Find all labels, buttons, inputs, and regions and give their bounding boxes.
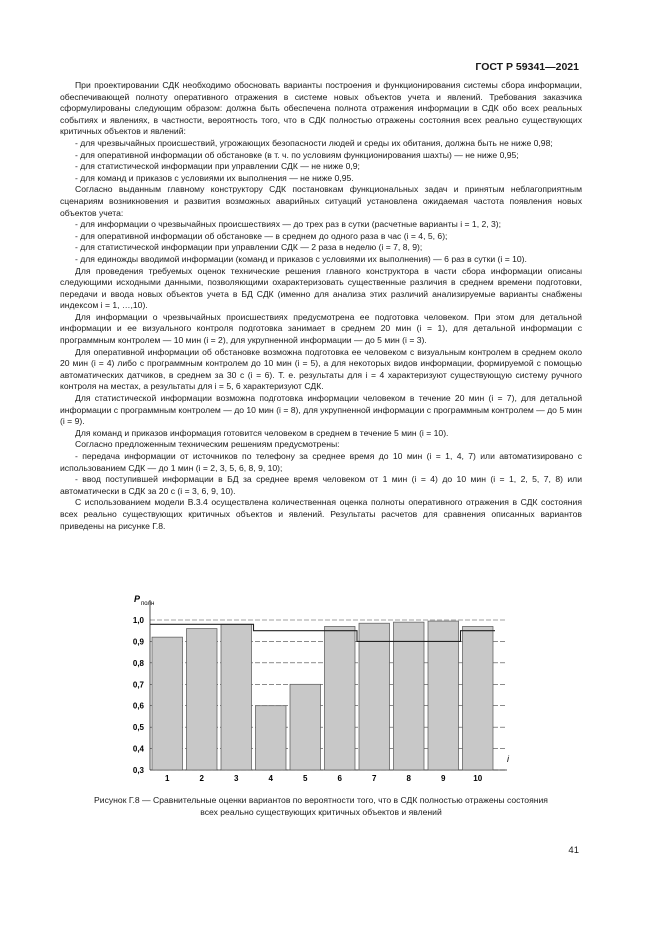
- paragraph: - ввод поступившей информации в БД за среднее время человеком от 1 мин (i = 4) до 10 мин (i = 1, 2, 5, 7, 8) или автоматически в СДК за 20 с (i = 3, 6, 9, 10).: [60, 474, 582, 496]
- bar: [394, 622, 425, 770]
- paragraph: - для информации о чрезвычайных происшествиях — до трех раз в сутки (расчетные варианты i = 1, 2, 3);: [75, 219, 502, 230]
- page-number: 41: [568, 845, 579, 856]
- x-tick-label: 8: [406, 774, 411, 783]
- bar: [428, 621, 459, 770]
- y-tick-label: 1,0: [132, 616, 144, 625]
- paragraph: - для оперативной информации об обстановке (в т. ч. по условиям функционирования шахты) — не ниже 0,95;: [75, 149, 519, 160]
- paragraph: Для статистической информации возможна подготовка информации человеком в течение 20 мин (i = 7), для детальной информации с программным контролем — до 10 мин (i = 8), для укрупненной информации с программным контролем — до 5 мин (i = 9).: [60, 393, 582, 427]
- paragraph: - для оперативной информации об обстановке — в среднем до одного раза в час (i = 4, 5, 6);: [75, 230, 448, 241]
- bar: [152, 637, 183, 770]
- y-tick-label: 0,5: [132, 723, 144, 733]
- bar: [290, 684, 321, 770]
- y-tick-label: 0,3: [132, 766, 144, 775]
- bar-chart: [100, 588, 520, 788]
- y-tick-label: 0,9: [132, 637, 144, 647]
- paragraph: - для команд и приказов с условиями их выполнения — не ниже 0,95.: [75, 172, 354, 183]
- x-tick-label: 9: [441, 774, 446, 783]
- paragraph: Для команд и приказов информация готовится человеком в среднем в течение 5 мин (i = 10).: [75, 427, 449, 438]
- caption-line-1: Рисунок Г.8 — Сравнительные оценки вариантов по вероятности того, что в СДК полностью отражены состояния: [94, 795, 548, 805]
- bar: [221, 624, 252, 770]
- paragraph: - передача информации от источников по телефону за среднее время до 10 мин (i = 1, 4, 7) или автоматизировано с использованием СДК — до 1 мин (i = 2, 3, 5, 6, 8, 9, 10);: [60, 451, 582, 473]
- y-axis-label: P: [134, 594, 141, 604]
- x-tick-label: 6: [337, 774, 342, 783]
- bar: [359, 623, 390, 770]
- bar: [256, 706, 287, 770]
- paragraph: - для статистической информации при управлении СДК — не ниже 0,9;: [75, 161, 360, 172]
- x-tick-label: 3: [234, 774, 239, 783]
- bar: [187, 629, 218, 770]
- x-tick-label: 5: [303, 774, 308, 783]
- x-tick-label: 2: [199, 774, 204, 783]
- figure-chart: [100, 588, 520, 788]
- body-text: [60, 80, 582, 532]
- y-tick-label: 0,7: [132, 680, 144, 690]
- document-header: ГОСТ Р 59341—2021: [475, 61, 579, 73]
- x-tick-label: 1: [165, 774, 170, 783]
- paragraph: При проектировании СДК необходимо обосновать варианты построения и функционирования системы сбора информации, обеспечивающей полноту оперативного отражения в системе новых объектов учета и явлений. Требования заказчика сформулированы следующим образом: должна быть обеспечена полнота отражения информации в СДК обо всех реальных событиях и явлениях, в частности, вероятность того, что в СДК полностью отражены состояния всех реально существующих критичных объектов и явлений:: [60, 80, 582, 137]
- y-tick-label: 0,6: [132, 701, 144, 711]
- x-axis-label: i: [507, 754, 509, 764]
- y-axis-label-subscript: полн: [141, 601, 155, 607]
- paragraph: Согласно предложенным техническим решениям предусмотрены:: [75, 439, 340, 450]
- x-tick-label: 10: [473, 774, 483, 783]
- y-tick-label: 0,8: [132, 658, 144, 668]
- y-tick-label: 0,4: [132, 744, 144, 754]
- paragraph: - для статистической информации при управлении СДК — 2 раза в неделю (i = 7, 8, 9);: [75, 242, 423, 253]
- paragraph: Согласно выданным главному конструктору СДК постановкам функциональных задач и принятым неблагоприятным сценариям возникновения и развития возможных аварийных ситуаций установлена ожидаемая частота появления новых объектов учета:: [60, 184, 582, 218]
- figure-caption: [60, 795, 582, 818]
- paragraph: - для чрезвычайных происшествий, угрожающих безопасности людей и среды их обитания, должна быть не ниже 0,98;: [75, 137, 553, 148]
- paragraph: Для оперативной информации об обстановке возможна подготовка ее человеком с визуальным контролем в среднем около 20 мин (i = 4) либо с программным контролем до 10 мин (i = 5), а для некоторых видов информации, формируемой с помощью автоматических датчиков, в среднем за 30 с (i = 6). Т. е. результаты для i = 4 характеризуют существующую систему ручного контроля на местах, а результаты для i = 5, 6 характеризуют СДК.: [60, 346, 582, 392]
- paragraph: С использованием модели В.3.4 осуществлена количественная оценка полноты оперативного отражения в СДК состояния всех реально существующих критичных объектов и явлений. Результаты расчетов для сравнения описанных вариантов приведены на рисунке Г.8.: [60, 497, 582, 531]
- bar: [463, 626, 494, 770]
- caption-line-2: всех реально существующих критичных объектов и явлений: [200, 806, 442, 817]
- paragraph: Для проведения требуемых оценок технические решения главного конструктора в части сбора информации описаны следующими исходными данными, позволяющими охарактеризовать существенные различия в среднем времени подготовки, передачи и ввода новых объектов учета в БД СДК (именно для анализа этих различий анализируемые варианты снабжены индексом i = 1, …,10).: [60, 265, 582, 311]
- paragraph: Для информации о чрезвычайных происшествиях предусмотрена ее подготовка человеком. При этом для детальной информации и ее визуального контроля подготовка занимает в среднем 20 мин (i = 1), для детальной информации с программным контролем — 10 мин (i = 2), для укрупненной информации — до 5 мин (i = 3).: [60, 311, 582, 346]
- x-tick-label: 4: [268, 774, 273, 783]
- paragraph: - для единожды вводимой информации (команд и приказов с условиями их выполнения) — 6 раз в сутки (i = 10).: [75, 253, 527, 264]
- x-tick-label: 7: [372, 774, 377, 783]
- bar: [325, 626, 356, 770]
